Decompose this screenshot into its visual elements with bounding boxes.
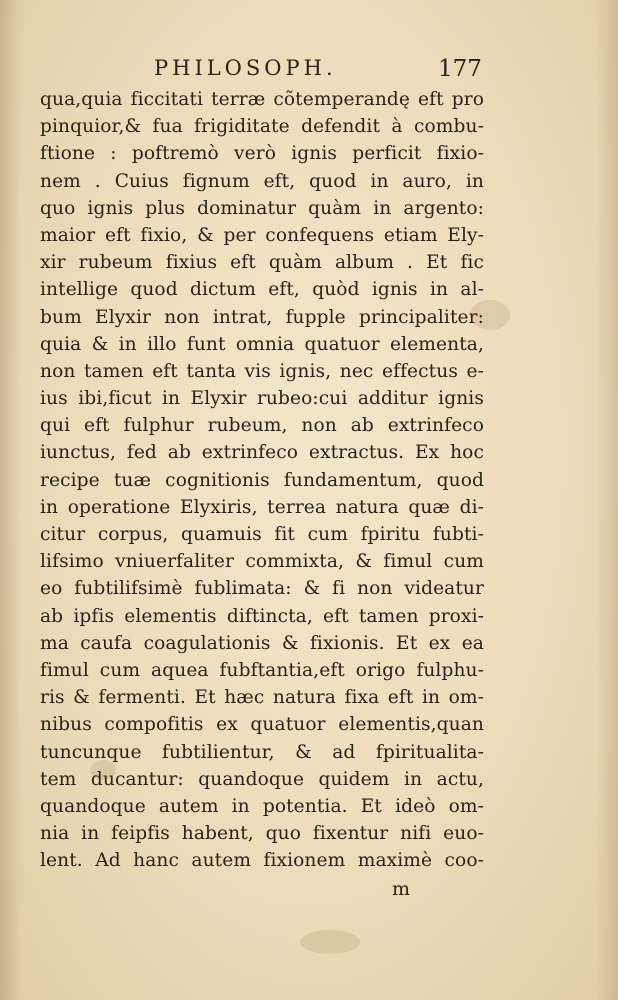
text-line: ma caufa coagulationis & fixionis. Et ex ea xyxy=(40,632,484,654)
text-line: qua,quia ficcitati terræ cõtemperandę eft pro xyxy=(40,89,484,110)
page-edge-shadow xyxy=(596,0,618,1000)
text-line: intellige quod dictum eft, quòd ignis in al- xyxy=(40,279,484,301)
text-line: citur corpus, quamuis fit cum fpiritu fubti- xyxy=(40,524,484,545)
text-line: ftione : poftremò verò ignis perficit fixio- xyxy=(40,143,484,165)
text-line: iunctus, fed ab extrinfeco extractus. Ex hoc xyxy=(40,442,484,464)
text-line: pinquior,& fua frigiditate defendit à combu- xyxy=(40,116,484,138)
running-head: PHILOSOPH. xyxy=(154,56,337,80)
text-line: tem ducantur: quandoque quidem in actu, xyxy=(40,768,484,790)
page-header xyxy=(40,52,490,86)
text-line: ab ipfis elementis diftincta, eft tamen proxi- xyxy=(40,605,484,627)
text-line: xir rubeum fixius eft quàm album . Et fic xyxy=(40,252,484,274)
body-text xyxy=(40,86,484,874)
text-line: nem . Cuius fignum eft, quod in auro, in xyxy=(40,170,484,192)
text-line: lifsimo vniuerfaliter commixta, & fimul cum xyxy=(40,551,484,573)
text-line: quo ignis plus dominatur quàm in argento: xyxy=(40,197,484,219)
catchword: m xyxy=(392,878,411,900)
text-line: recipe tuæ cognitionis fundamentum, quod xyxy=(40,469,484,491)
text-line: non tamen eft tanta vis ignis, nec effectus e- xyxy=(40,360,484,382)
page-number: 177 xyxy=(438,56,482,82)
text-line: ius ibi,ficut in Elyxir rubeo:cui additur ignis xyxy=(40,388,484,410)
text-line: fimul cum aquea fubftantia,eft origo fulphu- xyxy=(40,659,484,681)
text-line: nia in feipfis habent, quo fixentur nifi euo- xyxy=(40,823,484,845)
text-line: bum Elyxir non intrat, fupple principaliter: xyxy=(40,306,484,328)
text-line: nibus compofitis ex quatuor elementis,quan xyxy=(40,714,484,736)
text-line: lent. Ad hanc autem fixionem maximè coo- xyxy=(40,850,484,872)
paper-stain xyxy=(300,930,360,954)
text-line: qui eft fulphur rubeum, non ab extrinfeco xyxy=(40,415,484,437)
text-line: in operatione Elyxiris, terrea natura quæ di- xyxy=(40,496,484,518)
text-line: quia & in illo funt omnia quatuor elementa, xyxy=(40,333,484,355)
text-line: maior eft fixio, & per confequens etiam Ely- xyxy=(40,224,484,246)
text-line: ris & fermenti. Et hæc natura fixa eft in om- xyxy=(40,687,484,709)
text-line: quandoque autem in potentia. Et ideò om- xyxy=(40,795,484,817)
text-line: eo fubtilifsimè fublimata: & fi non videatur xyxy=(40,578,484,600)
page-gutter-shadow xyxy=(0,0,22,1000)
text-line: tuncunque fubtilientur, & ad fpiritualita- xyxy=(40,741,484,763)
